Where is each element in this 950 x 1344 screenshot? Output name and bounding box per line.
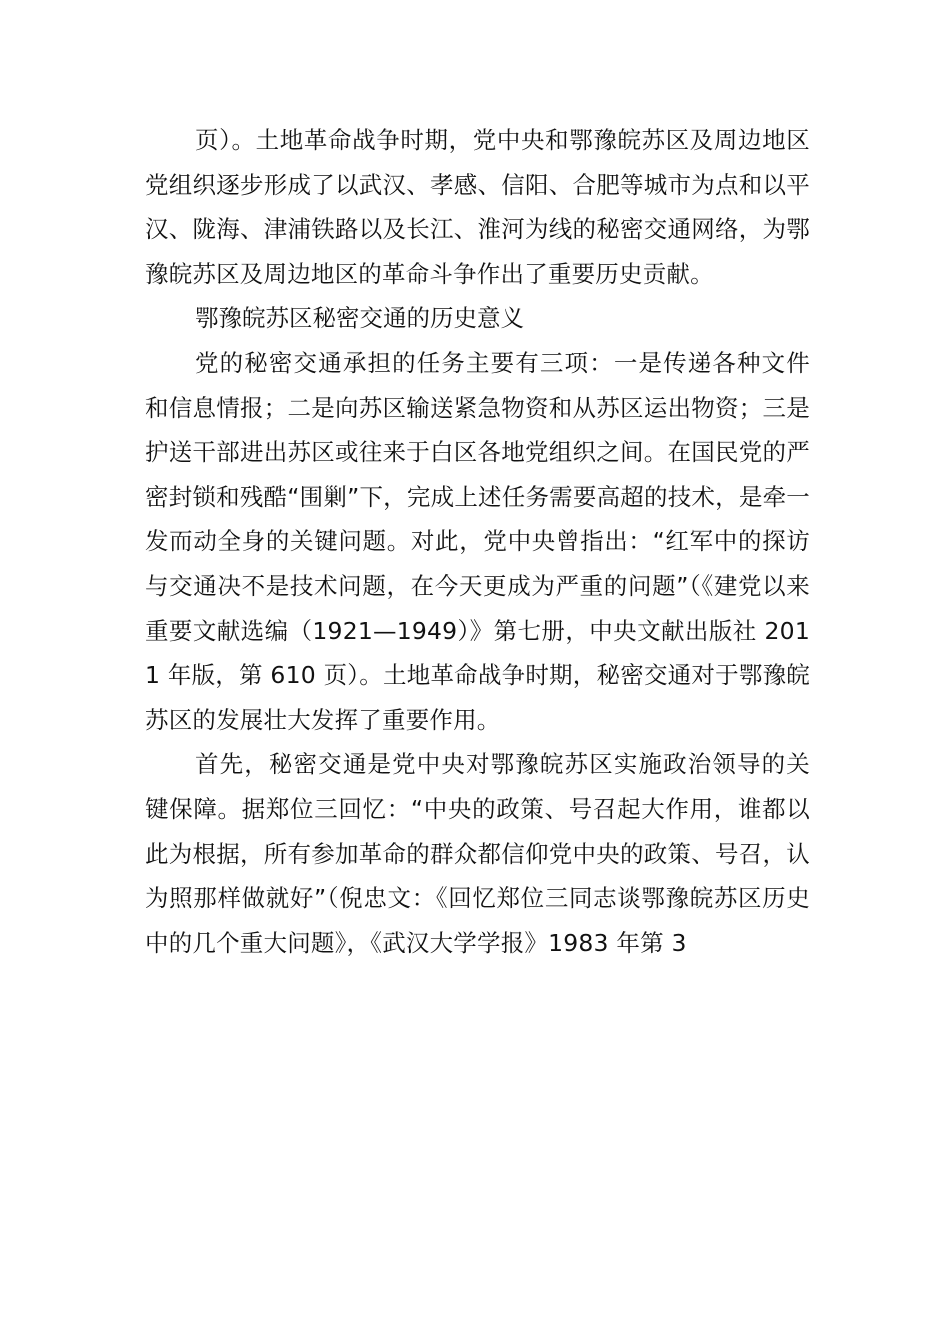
section-heading: 鄂豫皖苏区秘密交通的历史意义 xyxy=(195,304,524,333)
paragraph-first-point: 首先，秘密交通是党中央对鄂豫皖苏区实施政治领导的关键保障。据郑位三回忆：“中央的政策、号召起大作用，谁都以此为根据，所有参加革命的群众都信仰党中央的政策、号召，认为照那样做就好”（倪忠文：《回忆郑位三同志谈鄂豫皖苏区历史中的几个重大问题》，《武汉大学学报》1983 年第 3 xyxy=(145,750,810,957)
paragraph-tasks: 党的秘密交通承担的任务主要有三项：一是传递各种文件和信息情报；二是向苏区输送紧急物资和从苏区运出物资；三是护送干部进出苏区或往来于白区各地党组织之间。在国民党的严密封锁和残酷“围剿”下，完成上述任务需要高超的技术，是牵一发而动全身的关键问题。对此，党中央曾指出：“红军中的探访与交通决不是技术问题，在今天更成为严重的问题”（《建党以来重要文献选编（1921—1949）》第七册，中央文献出版社 2011 年版，第 610 页）。土地革命战争时期，秘密交通对于鄂豫皖苏区的发展壮大发挥了重要作用。 xyxy=(145,348,810,734)
document-page xyxy=(145,118,810,965)
paragraph-secret-network: 页）。土地革命战争时期，党中央和鄂豫皖苏区及周边地区党组织逐步形成了以武汉、孝感、信阳、合肥等城市为点和以平汉、陇海、津浦铁路以及长江、淮河为线的秘密交通网络，为鄂豫皖苏区及周边地区的革命斗争作出了重要历史贡献。 xyxy=(145,126,810,288)
